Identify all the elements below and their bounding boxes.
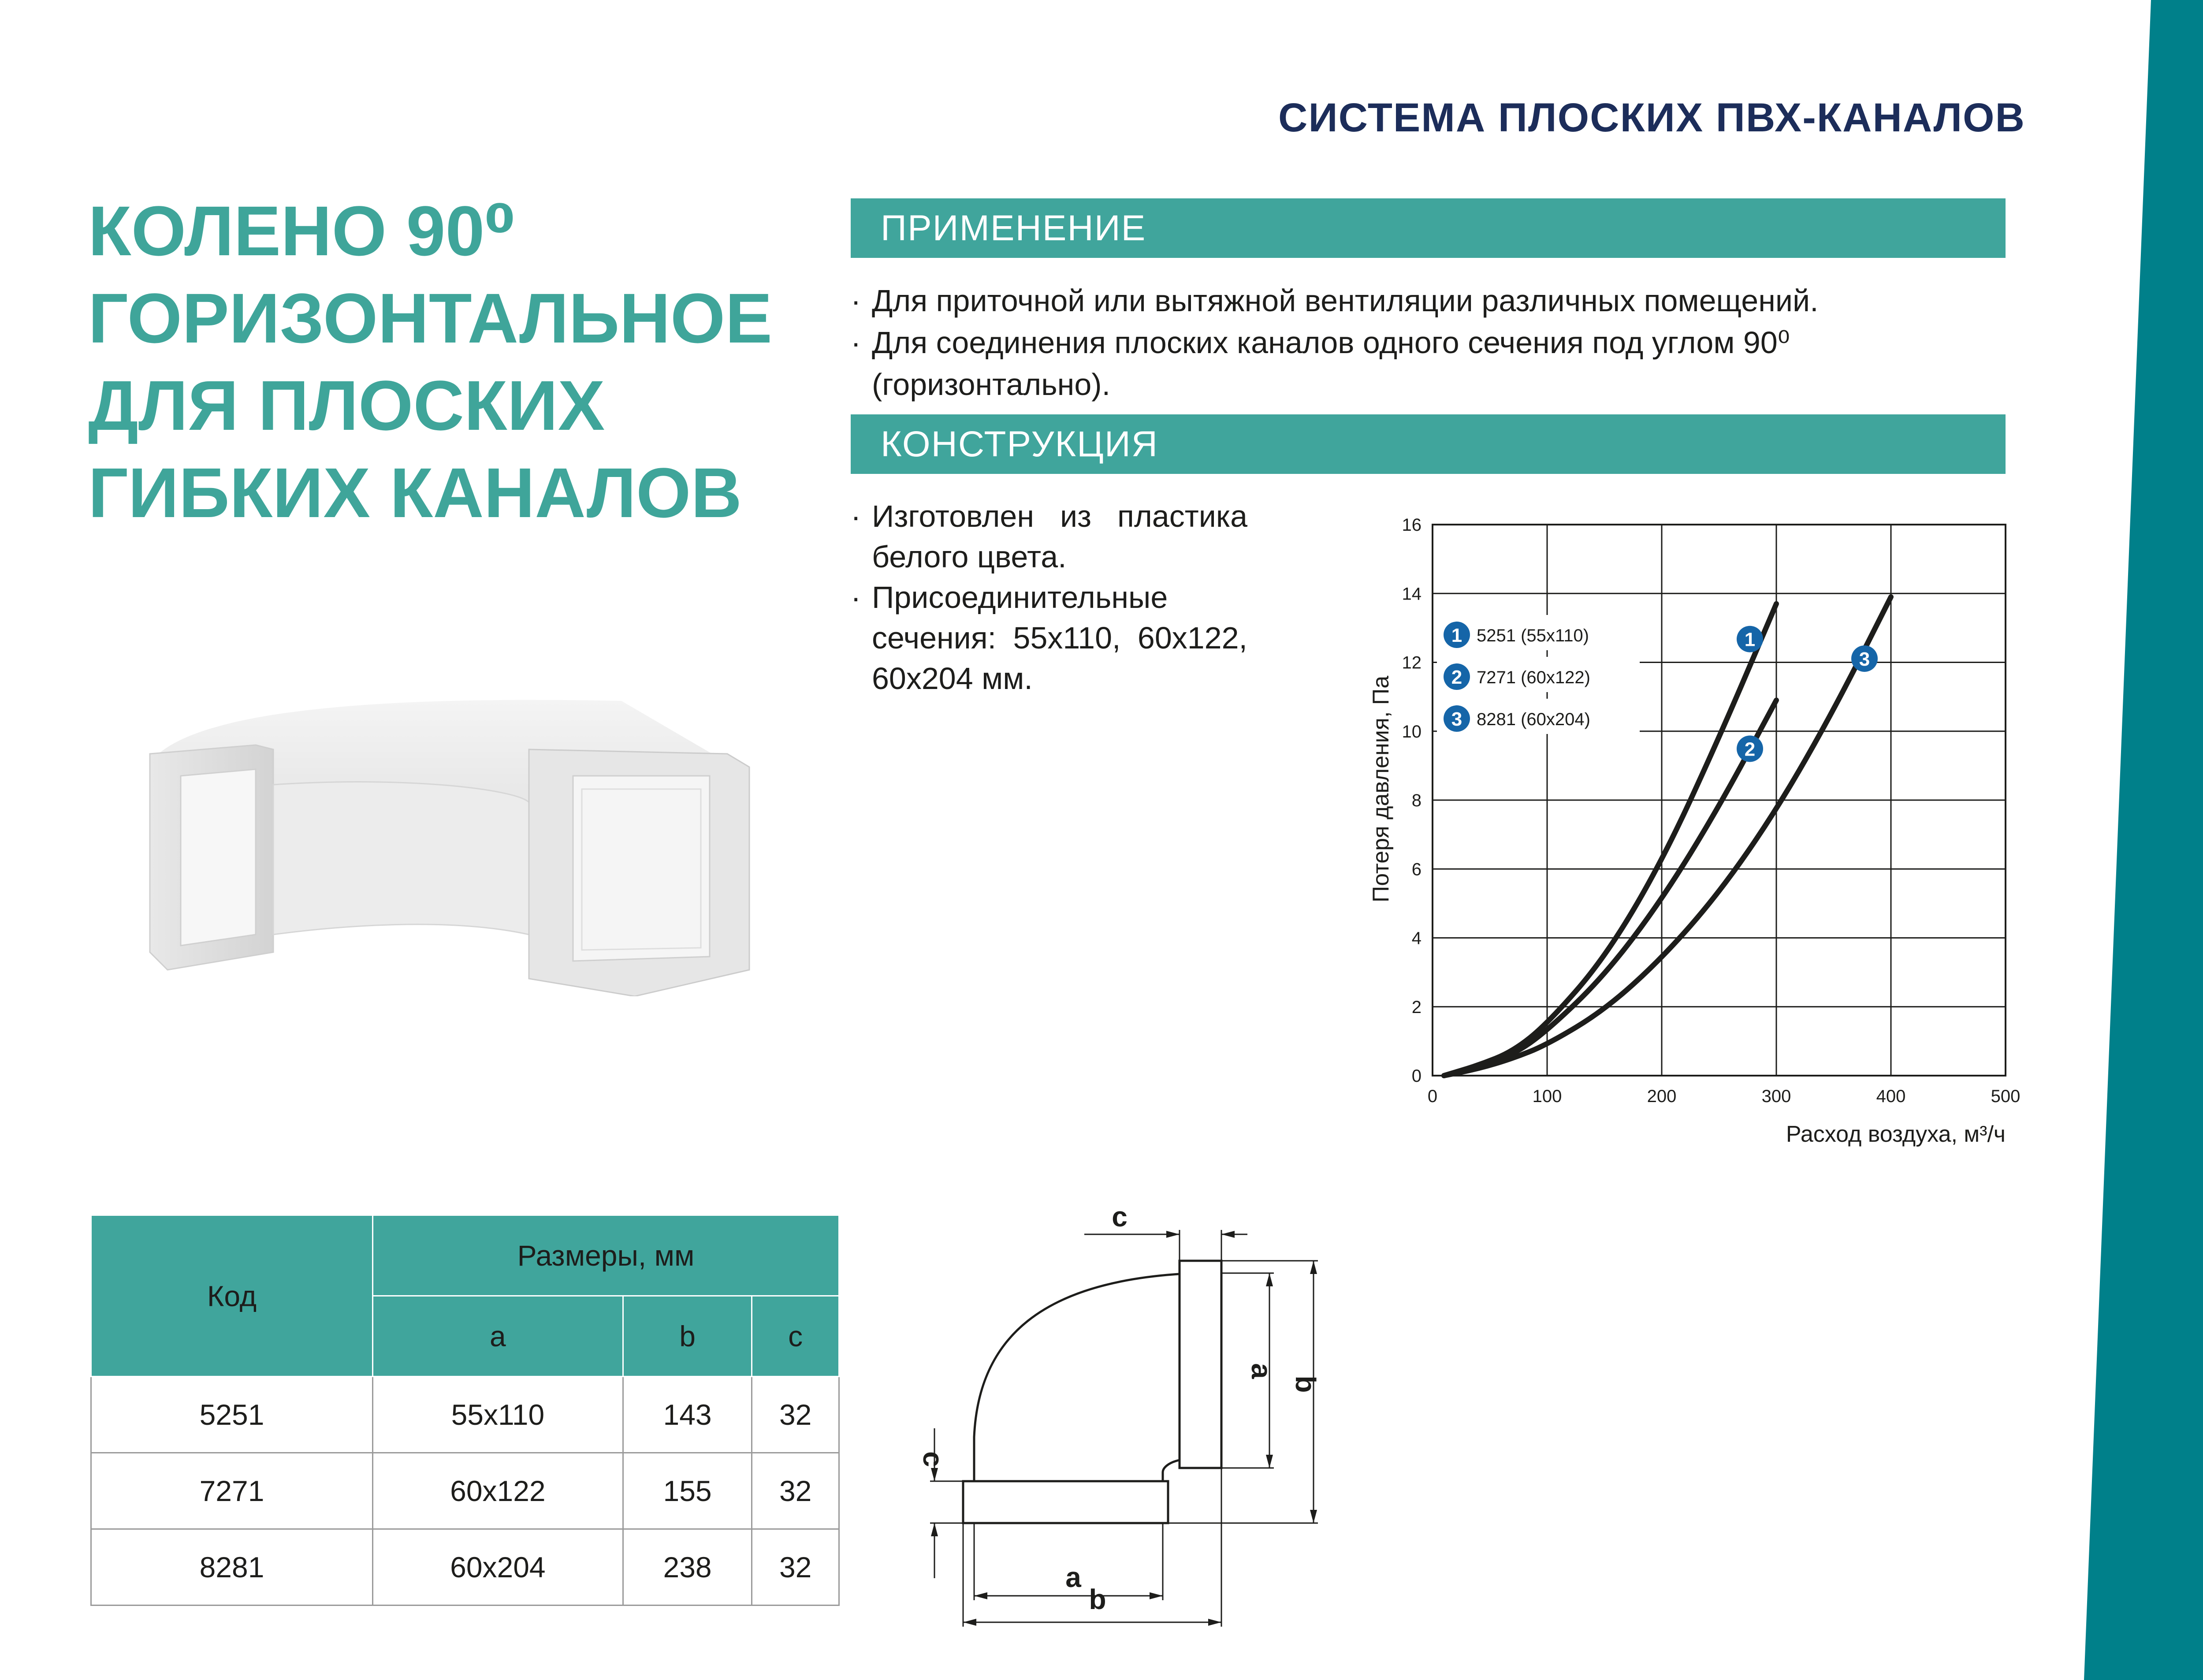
bullet-icon: · [851, 283, 861, 318]
table-header-b: b [623, 1296, 752, 1377]
chart-x-tick-label: 300 [1761, 1087, 1791, 1106]
list-item [851, 496, 1247, 577]
dimension-drawing [899, 1190, 1358, 1640]
dim-label-a-right: a [1246, 1363, 1277, 1379]
elbow-outer-curve [974, 1274, 1180, 1481]
chart-markers [1737, 626, 1878, 762]
dim-label-c-left: c [917, 1451, 949, 1467]
chart-y-tick-label: 0 [1411, 1066, 1422, 1086]
list-item [851, 577, 1247, 699]
application-list [851, 280, 2006, 406]
right-socket-outline [1180, 1261, 1221, 1468]
table-header-a: a [373, 1296, 623, 1377]
construction-heading: КОНСТРУКЦИЯ [851, 414, 2006, 474]
cell-a: 55x110 [373, 1377, 623, 1453]
pressure-loss-chart [1344, 503, 2067, 1155]
table-header-c: c [752, 1296, 839, 1377]
cell-c: 32 [752, 1529, 839, 1605]
chart-y-tick-label: 14 [1402, 584, 1422, 604]
product-photo [141, 688, 767, 996]
bullet-icon: · [851, 325, 861, 360]
cell-a: 60x204 [373, 1529, 623, 1605]
table-row [91, 1453, 839, 1529]
chart-series-marker-1-number: 1 [1744, 629, 1756, 651]
list-item [851, 280, 2006, 322]
table-header-sizes: Размеры, мм [373, 1215, 839, 1296]
bullet-icon: · [851, 580, 861, 615]
chart-legend-marker-2-number: 2 [1451, 667, 1462, 688]
chart-legend [1437, 615, 1640, 734]
cell-a: 60x122 [373, 1453, 623, 1529]
title-line-4: ГИБКИХ КАНАЛОВ [88, 453, 742, 532]
chart-y-tick-label: 8 [1411, 791, 1422, 810]
title-line-3: ДЛЯ ПЛОСКИХ [88, 366, 605, 445]
chart-y-tick-label: 4 [1411, 928, 1422, 948]
chart-legend-label-2: 7271 (60x122) [1477, 668, 1590, 687]
title-line-2: ГОРИЗОНТАЛЬНОЕ [88, 279, 773, 358]
chart-y-tick-label: 12 [1402, 653, 1422, 673]
application-heading: ПРИМЕНЕНИЕ [851, 198, 2006, 258]
chart-y-tick-label: 10 [1402, 722, 1422, 741]
dim-label-b-right: b [1290, 1375, 1321, 1393]
chart-y-tick-label: 6 [1411, 860, 1422, 879]
cell-b: 155 [623, 1453, 752, 1529]
dim-label-a-bottom: a [1065, 1561, 1081, 1593]
chart-y-tick-label: 2 [1411, 997, 1422, 1017]
cell-b: 143 [623, 1377, 752, 1453]
application-item-1: Для приточной или вытяжной вентиляции различных помещений. [872, 283, 1819, 318]
construction-list [851, 496, 1247, 699]
chart-x-axis-label: Расход воздуха, м³/ч [1786, 1121, 2006, 1147]
cell-b: 238 [623, 1529, 752, 1605]
chart-legend-marker-1-number: 1 [1451, 625, 1462, 646]
title-line-1: КОЛЕНО 90⁰ [88, 191, 516, 270]
bullet-icon: · [851, 499, 861, 533]
chart-x-tick-label: 0 [1427, 1087, 1438, 1106]
construction-item-2: Присоединительные сечения: 55x110, 60x122, 60x204 мм. [872, 580, 1247, 696]
left-socket-outline [963, 1481, 1168, 1523]
cell-code: 7271 [91, 1453, 373, 1529]
cell-c: 32 [752, 1453, 839, 1529]
table-row [91, 1529, 839, 1605]
chart-series-marker-2-number: 2 [1744, 738, 1756, 760]
series-title: СИСТЕМА ПЛОСКИХ ПВХ-КАНАЛОВ [1278, 95, 2025, 140]
chart-legend-label-1: 5251 (55x110) [1477, 626, 1589, 645]
chart-ticks [1402, 515, 2021, 1106]
dim-label-c-top: c [1112, 1201, 1128, 1233]
construction-item-1: Изготовлен из пластика белого цвета. [872, 499, 1247, 574]
table-header-code: Код [91, 1215, 373, 1377]
cell-c: 32 [752, 1377, 839, 1453]
elbow-inner-corner [1163, 1460, 1180, 1481]
application-item-2: Для соединения плоских каналов одного сечения под углом 90⁰ (горизонтально). [872, 325, 1790, 402]
sizes-table [90, 1214, 840, 1606]
chart-x-tick-label: 400 [1876, 1087, 1906, 1106]
chart-x-tick-label: 200 [1647, 1087, 1677, 1106]
chart-series-marker-3-number: 3 [1859, 648, 1870, 671]
chart-y-tick-label: 16 [1402, 515, 1422, 535]
chart-series-line-2 [1444, 700, 1776, 1076]
chart-legend-marker-3-number: 3 [1451, 708, 1462, 730]
chart-legend-label-3: 8281 (60x204) [1477, 710, 1590, 729]
cell-code: 5251 [91, 1377, 373, 1453]
chart-y-axis-label: Потеря давления, Па [1368, 675, 1394, 903]
dim-label-b-bottom: b [1089, 1583, 1106, 1615]
chart-x-tick-label: 100 [1532, 1087, 1562, 1106]
table-row [91, 1377, 839, 1453]
cell-code: 8281 [91, 1529, 373, 1605]
chart-x-tick-label: 500 [1991, 1087, 2021, 1106]
list-item [851, 322, 2006, 406]
product-title [88, 187, 837, 536]
